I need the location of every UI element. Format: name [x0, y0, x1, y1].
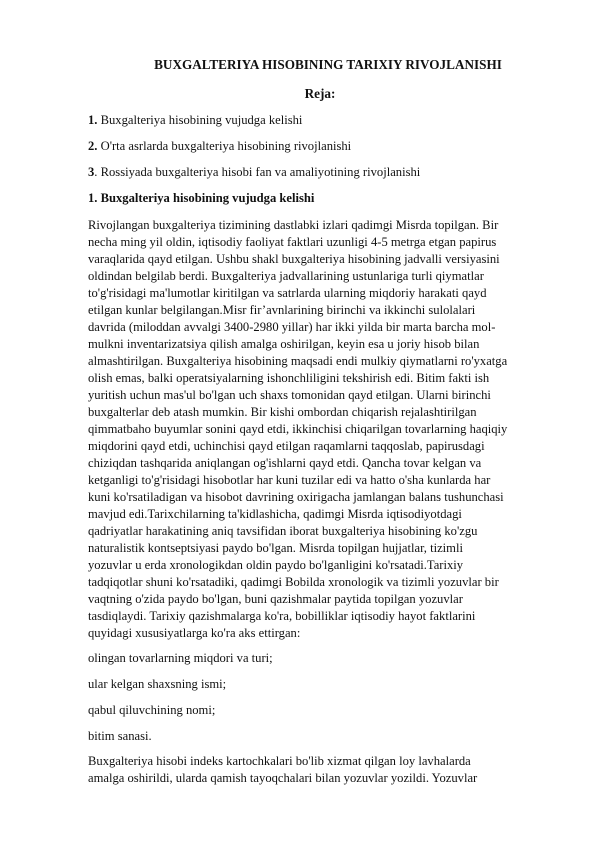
paragraph-line: davrida (miloddan avvalgi 3400-2980 yillar) har ikki yilda bir marta barcha mol-	[88, 320, 496, 334]
paragraph-line: almashtirilgan. Buxgalteriya hisobining maqsadi endi mulkiy qiymatlarni ro'yxatga	[88, 354, 508, 368]
plan-item-text: . Rossiyada buxgalteriya hisobi fan va amaliyotining rivojlanishi	[94, 165, 421, 179]
paragraph-2	[88, 753, 558, 787]
paragraph-line: amalga oshirildi, ularda qamish tayoqchalari bilan yozuvlar yozildi. Yozuvlar	[88, 771, 478, 785]
paragraph-line: yuritish uchun mas'ul bo'lgan uch shaxs tomonidan qayd etilgan. Ularni birinchi	[88, 388, 491, 402]
plan-item-3	[88, 164, 548, 181]
paragraph-line: to'g'risidagi ma'lumotlar kiritilgan va satrlarda ularning miqdoriy harakati qayd	[88, 286, 487, 300]
paragraph-line: kuni ko'rsatiladigan va hisobot davrining oxirigacha jamlangan balans tushunchasi	[88, 490, 504, 504]
plan-item-2	[88, 138, 548, 155]
paragraph-line: varaqlarida qayd etilgan. Ushbu shakl buxgalteriya hisobining jadvalli versiyasini	[88, 252, 500, 266]
list-item: bitim sanasi.	[88, 729, 152, 743]
plan-item-number: 2.	[88, 139, 98, 153]
paragraph-line: qimmatbaho buyumlar sonini qayd etdi, ikkinchisi chiqarilgan tovarlarning haqiqiy	[88, 422, 508, 436]
paragraph-line: qadriyatlar harakatining aniq tavsifidan iborat buxgalteriya hisobining ko'zgu	[88, 524, 478, 538]
plan-item-1	[88, 112, 548, 129]
paragraph-line: tadqiqotlar shuni ko'rsatadiki, qadimgi Bobilda xronologik va tizimli yozuvlar bir	[88, 575, 499, 589]
paragraph-1	[88, 217, 558, 642]
plan-item-number: 1.	[88, 113, 98, 127]
paragraph-line: naturalistik kontseptsiyasi paydo bo'lgan. Misrda topilgan hujjatlar, tizimli	[88, 541, 463, 555]
paragraph-line: etilgan kunlar belgilangan.Misr fir’avnlarining birinchi va ikkinchi sulolalari	[88, 303, 476, 317]
paragraph-line: vaqtning o'zida paydo bo'lgan, buni qazishmalar paytida topilgan yozuvlar	[88, 592, 463, 606]
paragraph-line: chiziqdan tashqarida aniqlangan og'ishlarni qayd etdi. Qancha tovar kelgan va	[88, 456, 482, 470]
document-title: BUXGALTERIYA HISOBINING TARIXIY RIVOJLANISHI	[154, 57, 502, 72]
list-item: olingan tovarlarning miqdori va turi;	[88, 651, 273, 665]
paragraph-line: quyidagi xususiyatlarga ko'ra aks ettirgan:	[88, 626, 301, 640]
plan-item-number: 3	[88, 165, 95, 179]
paragraph-line: Buxgalteriya hisobi indeks kartochkalari bo'lib xizmat qilgan loy lavhalarda	[88, 754, 471, 768]
paragraph-line: necha ming yil oldin, iqtisodiy faoliyat faktlari uzunligi 4-5 metrga etgan papirus	[88, 235, 497, 249]
paragraph-line: Rivojlangan buxgalteriya tizimining dastlabki izlari qadimgi Misrda topilgan. Bir	[88, 218, 499, 232]
paragraph-line: ketganligi to'g'risidagi hisobotlar har kuni tuzilar edi va hatto o'sha kunlarda har	[88, 473, 491, 487]
paragraph-line: yozuvlar u erda xronologikdan oldin paydo bo'lganligini ko'rsatadi.Tarixiy	[88, 558, 464, 572]
paragraph-line: mavjud edi.Tarixchilarning ta'kidlashicha, qadimgi Misrda iqtisodiyotdagi	[88, 507, 462, 521]
section-heading: 1. Buxgalteriya hisobining vujudga kelishi	[88, 191, 315, 205]
list-item: ular kelgan shaxsning ismi;	[88, 677, 227, 691]
plan-label: Reja:	[304, 86, 336, 101]
paragraph-line: buxgalterlar deb atash mumkin. Bir kishi ombordan chiqarish rejalashtirilgan	[88, 405, 477, 419]
list-item: qabul qiluvchining nomi;	[88, 703, 216, 717]
paragraph-line: miqdorini qayd etdi, uchinchisi qayd etilgan raqamlarni taqqoslab, papirusdagi	[88, 439, 485, 453]
paragraph-line: mulkni inventarizatsiya qilish amalga oshirilgan, keyin esa u joriy hisob bilan	[88, 337, 480, 351]
paragraph-line: tasdiqlaydi. Tarixiy qazishmalarga ko'ra, bobilliklar iqtisodiy hayot faktlarini	[88, 609, 476, 623]
plan-item-text: O'rta asrlarda buxgalteriya hisobining rivojlanishi	[97, 139, 352, 153]
plan-item-text: Buxgalteriya hisobining vujudga kelishi	[97, 113, 303, 127]
paragraph-line: oldindan belgilab berdi. Buxgalteriya jadvallarining ustunlariga turli qiymatlar	[88, 269, 484, 283]
paragraph-line: olish emas, balki operatsiyalarning ishonchliligini tekshirish edi. Bitim fakti ish	[88, 371, 490, 385]
